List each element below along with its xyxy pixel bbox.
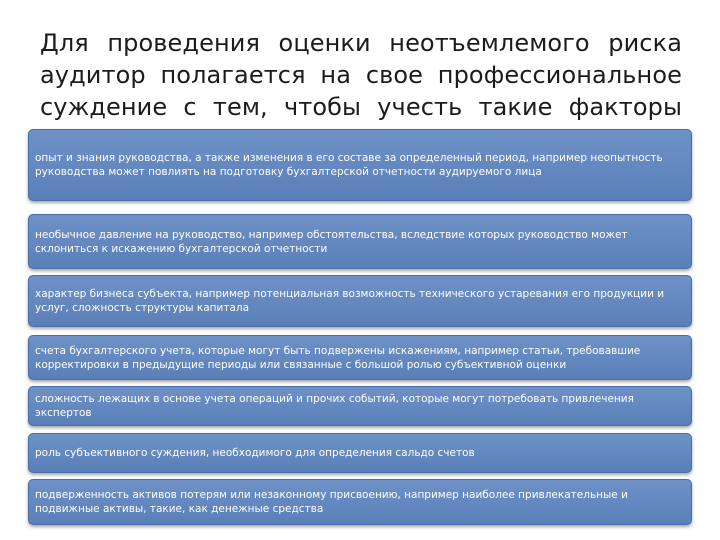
factor-box xyxy=(28,129,692,201)
factor-text: опыт и знания руководства, а также изменения в его составе за определенный период, например неопытность руководства может повлиять на подготовку бухгалтерской отчетности аудируемого лица xyxy=(35,152,663,178)
factor-text: роль субъективного суждения, необходимого для определения сальдо счетов xyxy=(35,447,475,459)
factor-box xyxy=(28,335,692,380)
factor-text: характер бизнеса субъекта, например потенциальная возможность технического устаревания его продукции и услуг, сложность структуры капитала xyxy=(35,288,665,314)
slide-title: Для проведения оценки неотъемлемого риска аудитор полагается на свое профессиональное суждение с тем, чтобы учесть такие факторы xyxy=(40,29,682,121)
factor-box xyxy=(28,275,692,327)
factor-text: необычное давление на руководство, например обстоятельства, вследствие которых руководство может склониться к искажению бухгалтерской отчетности xyxy=(35,228,628,255)
factor-box xyxy=(28,386,692,426)
factor-text: сложность лежащих в основе учета операций и прочих событий, которые могут потребовать привлечения экспертов xyxy=(35,393,634,419)
factor-text: счета бухгалтерского учета, которые могут быть подвержены искажениям, например статьи, требовавшие корректировки в предыдущие периоды или связанные с большой ролью субъективной оценки xyxy=(35,344,641,371)
factor-box xyxy=(28,479,692,525)
factor-box xyxy=(28,433,692,473)
factor-text: подверженность активов потерям или незаконному присвоению, например наиболее привлекательные и подвижные активы, такие, как денежные средства xyxy=(35,489,628,515)
factor-box xyxy=(28,214,692,269)
